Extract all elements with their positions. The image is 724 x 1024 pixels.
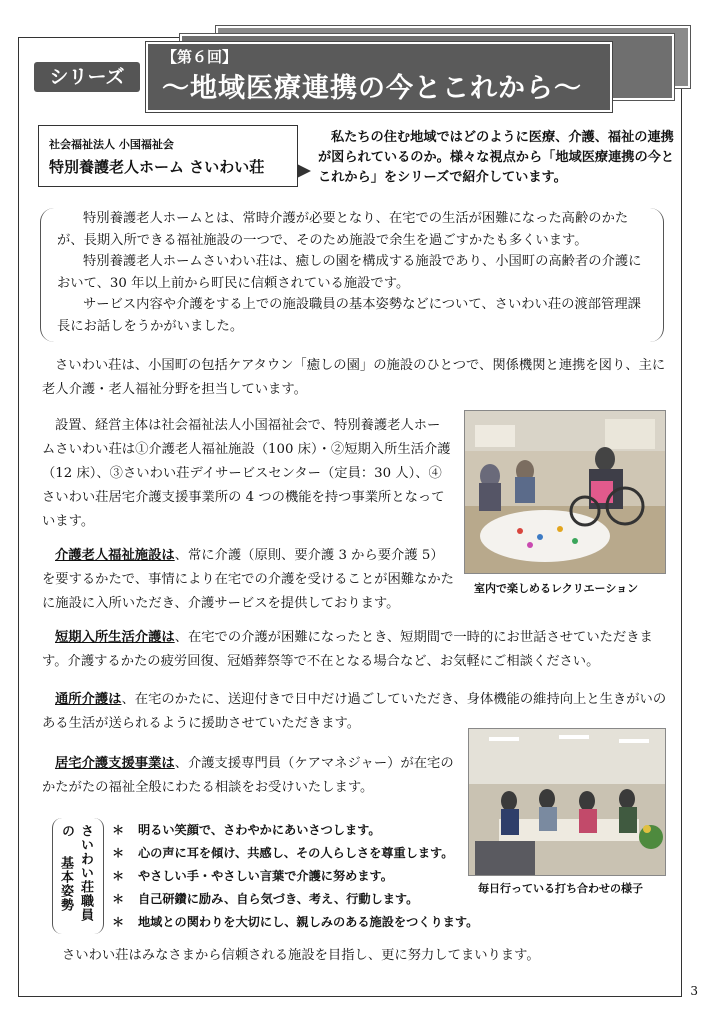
recreation-photo-caption: 室内で楽しめるレクリエーション bbox=[474, 582, 639, 595]
series-intro: 私たちの住む地域ではどのように医療、介護、福祉の連携が図られているのか。様々な視点から「地域医療連携の今とこれから」をシリーズで紹介しています。 bbox=[318, 130, 675, 185]
recreation-photo bbox=[464, 410, 666, 574]
basic-stance-label-line2: 基本姿勢 bbox=[58, 856, 73, 912]
meeting-photo-image bbox=[469, 729, 665, 875]
list-item: ＊ 明るい笑顔で、さわやかにあいさつします。 bbox=[112, 819, 478, 842]
lead-box bbox=[40, 208, 664, 342]
lead-paragraph: 特別養護老人ホームさいわい荘は、癒しの園を構成する施設であり、小国町の高齢者の介護において、30 年以上前から町民に信頼されている施設です。 bbox=[57, 254, 642, 291]
asterisk-icon: ＊ bbox=[112, 846, 125, 860]
episode-label: 【第６回】 bbox=[162, 48, 238, 66]
asterisk-icon: ＊ bbox=[112, 869, 125, 883]
term-day-service: 通所介護は bbox=[55, 692, 122, 707]
closing-statement: さいわい荘はみなさまから信頼される施設を目指し、更に努力してまいります。 bbox=[62, 948, 540, 963]
body-paragraph-short-stay: 短期入所生活介護は、在宅での介護が困難になったとき、短期間で一時的にお世話させていただきます。介護するかたの疲労回復、冠婚葬祭等で不在となる場合など、お気軽にご相談ください。 bbox=[42, 630, 653, 669]
organization-label bbox=[38, 125, 298, 187]
list-item: ＊ 地域との関わりを大切にし、親しみのある施設をつくります。 bbox=[112, 911, 478, 934]
term-nursing-home: 介護老人福祉施設は bbox=[55, 548, 175, 563]
page-title: ～地域医療連携の今とこれから～ bbox=[162, 73, 582, 104]
basic-stance-label bbox=[52, 818, 104, 934]
asterisk-icon: ＊ bbox=[112, 915, 125, 929]
facility-name: 特別養護老人ホーム さいわい荘 bbox=[49, 158, 265, 176]
page-number: 3 bbox=[690, 984, 698, 998]
lead-paragraph: 特別養護老人ホームとは、常時介護が必要となり、在宅での生活が困難になった高齢のかたが、長期入所できる福祉施設の一つで、そのため施設で余生を過ごすかたも多くいます。 bbox=[57, 211, 629, 248]
corporation-name: 社会福祉法人 小国福祉会 bbox=[49, 138, 174, 151]
body-paragraph-care-management: 居宅介護支援事業は、介護支援専門員（ケアマネジャー）が在宅のかたがたの福祉全般にわたる相談をお受けいたします。 bbox=[42, 756, 454, 795]
body-paragraph-structure: 設置、経営主体は社会福祉法人小国福祉会で、特別養護老人ホームさいわい荘は①介護老人福祉施設（100 床）・②短期入所生活介護（12 床）、③さいわい荘デイサービスセンター（定員：30 人）、④さいわい荘居宅介護支援事業所の 4 つの機能を持つ事業所となっています。 bbox=[42, 418, 451, 529]
body-paragraph-nursing-home: 介護老人福祉施設は、常に介護（原則、要介護 3 から要介護 5）を要するかたで、事情により在宅での介護を受けることが困難なかたに施設に入所いただき、介護サービスを提供しております。 bbox=[42, 548, 454, 611]
term-care-management: 居宅介護支援事業は bbox=[55, 756, 175, 771]
term-short-stay: 短期入所生活介護は bbox=[55, 630, 175, 645]
list-item: ＊ やさしい手・やさしい言葉で介護に努めます。 bbox=[112, 865, 478, 888]
meeting-photo-caption: 毎日行っている打ち合わせの様子 bbox=[478, 882, 643, 895]
body-paragraph-overview: さいわい荘は、小国町の包括ケアタウン「癒しの園」の施設のひとつで、関係機関と連携を図り、主に老人介護・老人福祉分野を担当しています。 bbox=[42, 358, 666, 397]
list-item: ＊ 自己研鑽に励み、自ら気づき、考え、行動します。 bbox=[112, 888, 478, 911]
asterisk-icon: ＊ bbox=[112, 823, 125, 837]
body-paragraph-day-service: 通所介護は、在宅のかたに、送迎付きで日中だけ過ごしていただき、身体機能の維持向上と生きがいのある生活が送られるように援助させていただきます。 bbox=[42, 692, 667, 731]
header-banner bbox=[146, 42, 612, 112]
meeting-photo bbox=[468, 728, 666, 876]
recreation-photo-image bbox=[465, 411, 665, 573]
series-badge: シリーズ bbox=[34, 62, 140, 92]
lead-paragraph: サービス内容や介護をする上での施設職員の基本姿勢などについて、さいわい荘の渡部管理課長にお話しをうかがいました。 bbox=[57, 297, 641, 334]
basic-stance-list bbox=[112, 819, 478, 934]
basic-stance-label-line1: さいわい荘職員の bbox=[59, 824, 93, 922]
asterisk-icon: ＊ bbox=[112, 892, 125, 906]
list-item: ＊ 心の声に耳を傾け、共感し、その人らしさを尊重します。 bbox=[112, 842, 478, 865]
